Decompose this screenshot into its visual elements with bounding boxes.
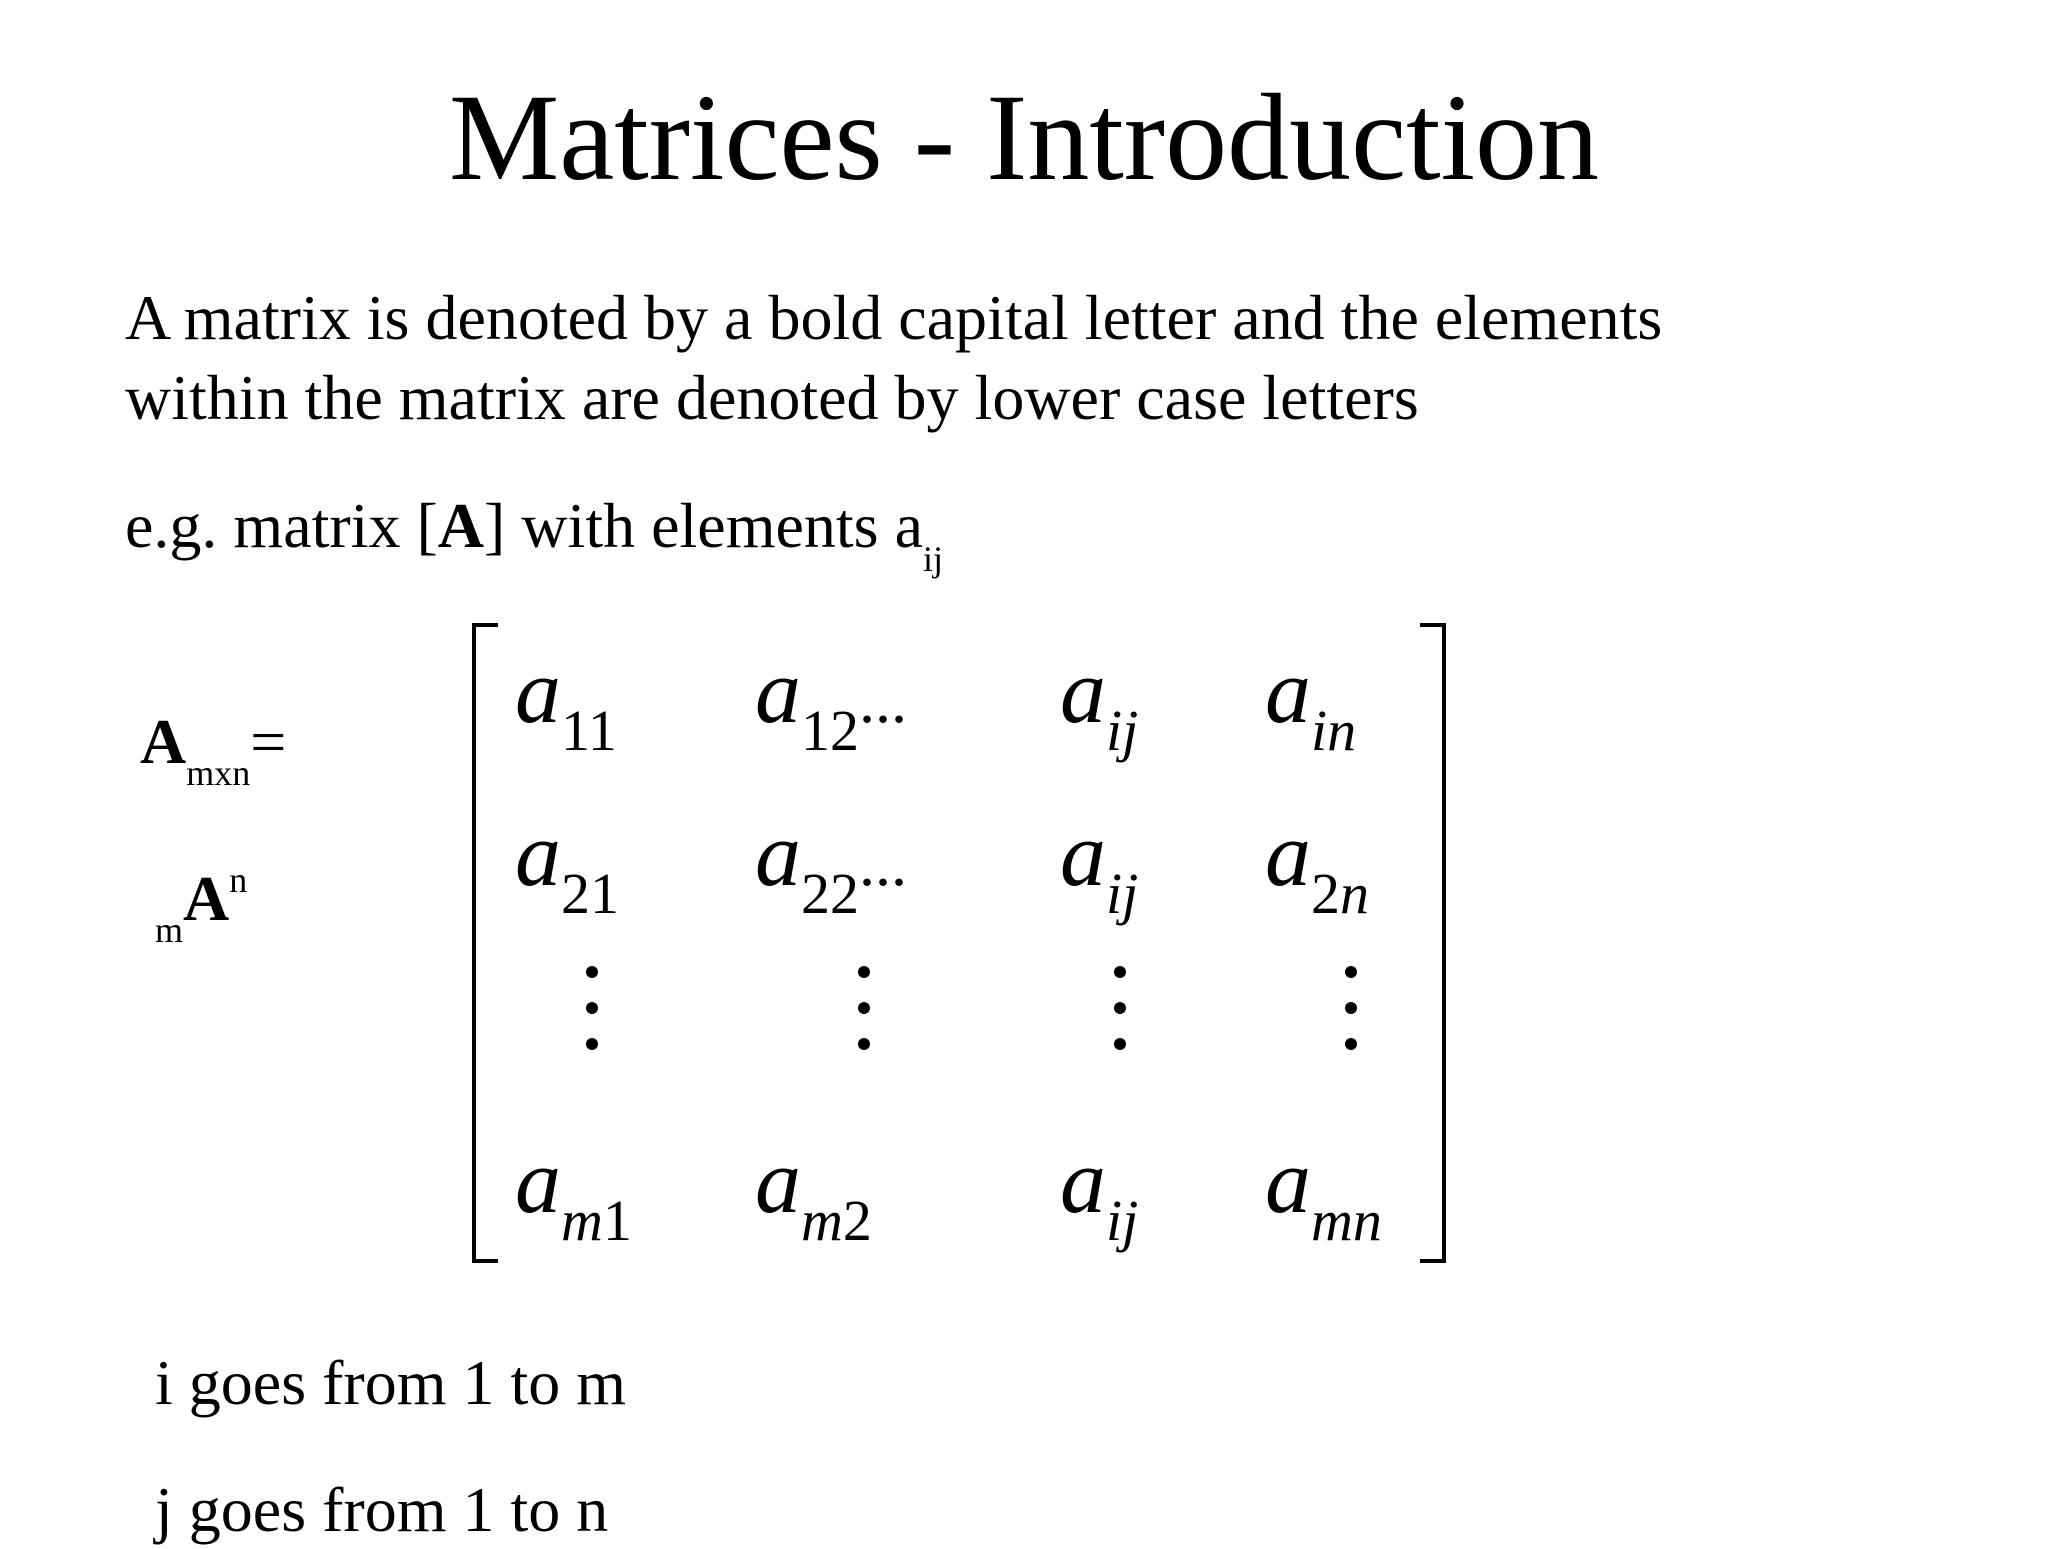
matrix-cell-r3-c3: $a_{ij}$ bbox=[1060, 1130, 1139, 1253]
matrix-cell-r1-c4: $a_{in}$ bbox=[1265, 640, 1357, 763]
matrix-cell-r2-c3: $a_{ij}$ bbox=[1060, 803, 1139, 926]
notation2-superscript: n bbox=[229, 860, 248, 900]
notation2-letter: A bbox=[183, 863, 230, 934]
notation1-subscript: mxn bbox=[186, 753, 251, 793]
matrix-cell-r1-c1: $a_{11}$ bbox=[515, 640, 617, 763]
range-i: i goes from 1 to m bbox=[155, 1347, 627, 1418]
matrix-left-bracket bbox=[472, 623, 498, 1263]
example-prefix: e.g. matrix [ bbox=[125, 490, 438, 561]
notation1-letter: A bbox=[140, 706, 187, 777]
matrix-cell-r2-c2: $a_{22}$... bbox=[755, 803, 907, 926]
matrix-cell-r2-c1: $a_{21}$ bbox=[515, 803, 619, 926]
example-subscript: ij bbox=[922, 539, 943, 579]
range-j: j goes from 1 to n bbox=[155, 1474, 609, 1545]
example-bold-letter: A bbox=[437, 490, 484, 561]
matrix-cell-r1-c3: $a_{ij}$ bbox=[1060, 640, 1139, 763]
notation-a-mxn bbox=[140, 706, 287, 793]
matrix-cell-r3-c4: $a_{mn}$ bbox=[1265, 1130, 1382, 1253]
notation2-pre-subscript: m bbox=[155, 910, 184, 950]
matrix-vertical-ellipsis-c1 bbox=[586, 966, 600, 1074]
matrix-vertical-ellipsis-c3 bbox=[1114, 966, 1128, 1074]
example-suffix: ] with elements a bbox=[484, 490, 923, 561]
matrix-cell-r2-c4: $a_{2n}$ bbox=[1265, 803, 1369, 926]
matrix-cell-r3-c1: $a_{m1}$ bbox=[515, 1130, 632, 1253]
paragraph-line-2: within the matrix are denoted by lower case letters bbox=[125, 362, 1419, 433]
matrix-vertical-ellipsis-c4 bbox=[1345, 966, 1359, 1074]
notation1-equals: = bbox=[250, 706, 287, 777]
notation-m-a-n bbox=[155, 862, 247, 948]
matrix-cell-r1-c2: $a_{12}$... bbox=[755, 640, 907, 763]
matrix-right-bracket bbox=[1420, 623, 1446, 1263]
slide-title: Matrices - Introduction bbox=[448, 69, 1600, 206]
paragraph-line-1: A matrix is denoted by a bold capital letter and the elements bbox=[125, 282, 1663, 353]
matrix-cell-r3-c2: $a_{m2}$ bbox=[755, 1130, 872, 1253]
example-line bbox=[125, 488, 943, 581]
matrix-vertical-ellipsis-c2 bbox=[858, 966, 872, 1074]
